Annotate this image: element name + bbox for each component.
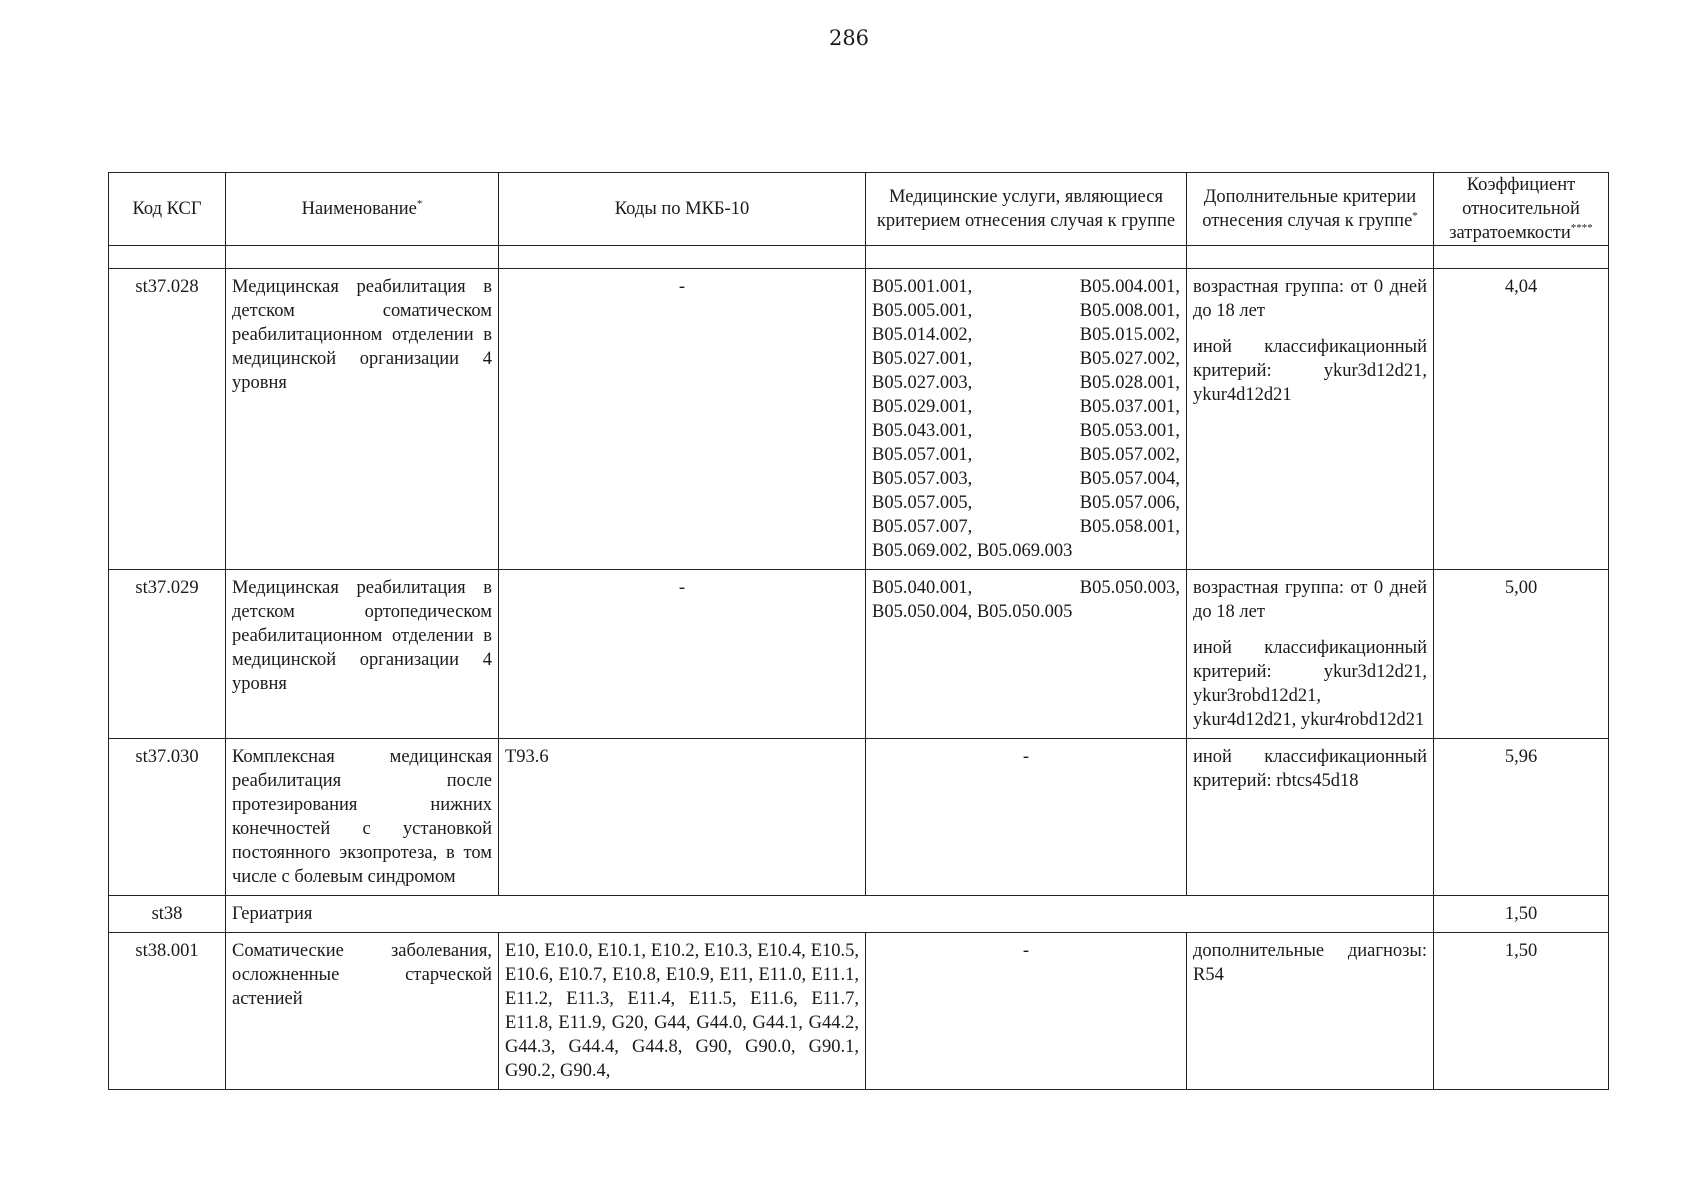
- table-row: [109, 933, 1609, 1090]
- row-name: Соматические заболевания, осложненные старческой астенией: [226, 933, 499, 1090]
- criteria-other: иной классификационный критерий: ykur3d12d21, ykur4d12d21: [1193, 337, 1427, 405]
- header-coef-mark: ****: [1570, 221, 1593, 234]
- row-coef: 5,96: [1434, 739, 1609, 896]
- table-row: [109, 570, 1609, 739]
- header-mkb: Коды по МКБ-10: [499, 173, 866, 246]
- page-number: 286: [828, 26, 870, 50]
- row-name: Медицинская реабилитация в детском ортопедическом реабилитационном отделении в медицинской организации 4 уровня: [226, 570, 499, 739]
- row-code: st37.030: [109, 739, 226, 896]
- row-mkb: -: [499, 570, 866, 739]
- row-criteria: [1187, 933, 1434, 1090]
- criteria-age: возрастная группа: от 0 дней до 18 лет: [1193, 277, 1427, 321]
- header-name-mark: *: [416, 197, 423, 210]
- row-code: st38.001: [109, 933, 226, 1090]
- header-code: Код КСГ: [109, 173, 226, 246]
- row-mkb: E10, E10.0, E10.1, E10.2, E10.3, E10.4, E10.5, E10.6, E10.7, E10.8, E10.9, E11, E11.0, E11.1, E11.2, E11.3, E11.4, E11.5, E11.6, E11.7, E11.8, E11.9, G20, G44, G44.0, G44.1, G44.2, G44.3, G44.4, G44.8, G90, G90.0, G90.1, G90.2, G90.4,: [499, 933, 866, 1090]
- row-services: -: [866, 739, 1187, 896]
- row-criteria: [1187, 570, 1434, 739]
- row-name: Комплексная медицинская реабилитация после протезирования нижних конечностей с установкой постоянного экзопротеза, в том числе с болевым синдромом: [226, 739, 499, 896]
- criteria-other: иной классификационный критерий: rbtcs45d18: [1193, 747, 1427, 791]
- row-services: B05.040.001, B05.050.003, B05.050.004, B05.050.005: [866, 570, 1187, 739]
- row-criteria: [1187, 269, 1434, 570]
- ksg-table: [108, 172, 1609, 1090]
- header-criteria-mark: *: [1412, 209, 1418, 222]
- row-mkb: T93.6: [499, 739, 866, 896]
- group-name: Гериатрия: [226, 896, 1434, 933]
- row-code: st37.028: [109, 269, 226, 570]
- header-row: [109, 173, 1609, 246]
- row-services: -: [866, 933, 1187, 1090]
- header-coef: Коэффициент относительной затратоемкости****: [1434, 173, 1609, 246]
- group-coef: 1,50: [1434, 896, 1609, 933]
- row-mkb: -: [499, 269, 866, 570]
- criteria-diagnoses: дополнительные диагнозы: R54: [1193, 941, 1427, 985]
- table-row: [109, 269, 1609, 570]
- header-spacer-row: [109, 246, 1609, 269]
- row-coef: 1,50: [1434, 933, 1609, 1090]
- row-name: Медицинская реабилитация в детском соматическом реабилитационном отделении в медицинской организации 4 уровня: [226, 269, 499, 570]
- row-services: B05.001.001, B05.004.001, B05.005.001, B05.008.001, B05.014.002, B05.015.002, B05.027.001, B05.027.002, B05.027.003, B05.028.001, B05.029.001, B05.037.001, B05.043.001, B05.053.001, B05.057.001, B05.057.002, B05.057.003, B05.057.004, B05.057.005, B05.057.006, B05.057.007, B05.058.001, B05.069.002, B05.069.003: [866, 269, 1187, 570]
- row-coef: 5,00: [1434, 570, 1609, 739]
- group-row: [109, 896, 1609, 933]
- criteria-other: иной классификационный критерий: ykur3d12d21, ykur3robd12d21, ykur4d12d21, ykur4robd12d21: [1193, 638, 1427, 730]
- header-services: Медицинские услуги, являющиеся критерием отнесения случая к группе: [866, 173, 1187, 246]
- group-code: st38: [109, 896, 226, 933]
- header-name: Наименование*: [226, 173, 499, 246]
- criteria-age: возрастная группа: от 0 дней до 18 лет: [1193, 578, 1427, 622]
- table-row: [109, 739, 1609, 896]
- header-criteria: Дополнительные критерии отнесения случая к группе*: [1187, 173, 1434, 246]
- row-code: st37.029: [109, 570, 226, 739]
- row-coef: 4,04: [1434, 269, 1609, 570]
- row-criteria: [1187, 739, 1434, 896]
